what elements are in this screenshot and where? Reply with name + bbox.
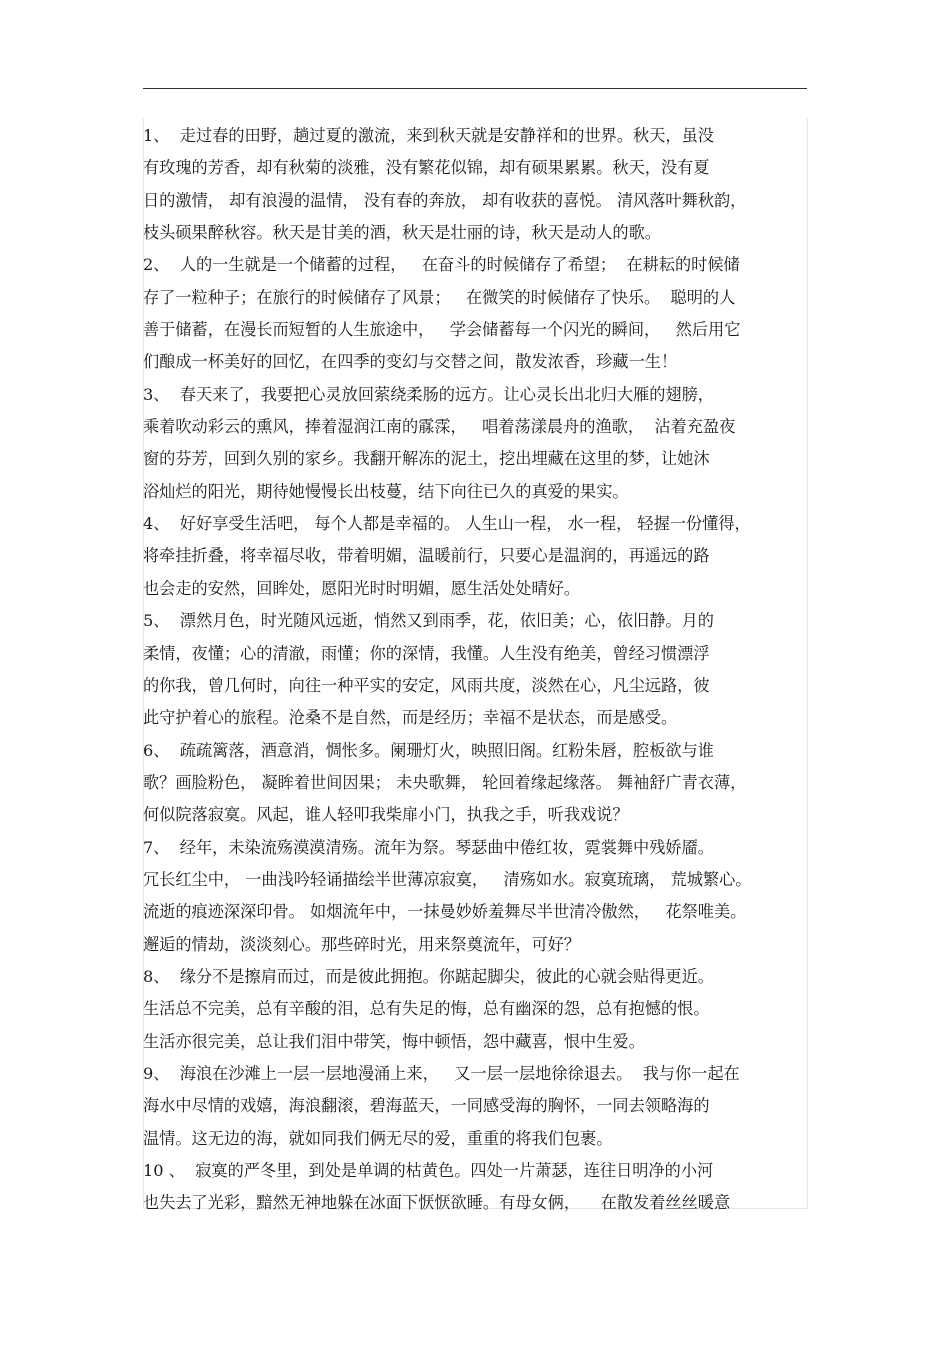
text-line: 5、 漂然月色，时光随风远逝，悄然又到雨季，花，依旧美；心，依旧静。月的: [143, 611, 714, 631]
text-line: 浴灿烂的阳光，期待她慢慢长出枝蔓，结下向往已久的真爱的果实。: [143, 481, 629, 501]
text-line: 善于储蓄，在漫长而短暂的人生旅途中， 学会储蓄每一个闪光的瞬间， 然后用它: [143, 320, 741, 340]
text-line: 窗的芬芳，回到久别的家乡。我翻开解冻的泥土，挖出埋藏在这里的梦，让她沐: [143, 449, 710, 469]
text-line: 4、 好好享受生活吧， 每个人都是幸福的。 人生山一程， 水一程， 轻握一份懂得，: [143, 514, 751, 534]
text-line: 何似院落寂寞。风起，谁人轻叩我柴扉小门，执我之手，听我戏说？: [143, 805, 629, 825]
text-line: 流逝的痕迹深深印骨。 如烟流年中，一抹曼妙娇羞舞尽半世清冷傲然， 花祭唯美。: [143, 902, 747, 922]
text-line: 7、 经年，未染流殇漠漠清殇。流年为祭。琴瑟曲中倦红妆，霓裳舞中残娇靥。: [143, 837, 714, 857]
text-line: 日的激情， 却有浪漫的温情， 没有春的奔放， 却有收获的喜悦。 清风落叶舞秋韵，: [143, 190, 747, 210]
text-line: 2、 人的一生就是一个储蓄的过程， 在奋斗的时候储存了希望； 在耕耘的时候储: [143, 255, 740, 275]
text-line: 8、 缘分不是擦肩而过，而是彼此拥抱。你踮起脚尖，彼此的心就会贴得更近。: [143, 966, 714, 986]
text-line: 9、 海浪在沙滩上一层一层地漫涌上来， 又一层一层地徐徐退去。 我与你一起在: [143, 1063, 740, 1083]
text-line: 枝头硕果醉秋容。秋天是甘美的酒，秋天是壮丽的诗，秋天是动人的歌。: [143, 223, 661, 243]
text-line: 6、 疏疏篱落，酒意消，惆怅多。阑珊灯火，映照旧阁。红粉朱唇，腔板欲与谁: [143, 740, 714, 760]
text-line: 邂逅的情劫，淡淡刻心。那些碎时光，用来祭奠流年，可好？: [143, 934, 581, 954]
text-line: 生活亦很完美，总让我们泪中带笑，悔中顿悟，怨中藏喜，恨中生爱。: [143, 1031, 645, 1051]
text-line: 的你我，曾几何时，向往一种平实的安定，风雨共度，淡然在心，凡尘远路，彼: [143, 675, 710, 695]
text-line: 将牵挂折叠，将幸福尽收，带着明媚，温暖前行，只要心是温润的，再遥远的路: [143, 546, 710, 566]
text-line: 也失去了光彩，黯然无神地躲在冰面下恹恹欲睡。有母女俩， 在散发着丝丝暖意: [143, 1193, 731, 1213]
text-line: 温情。这无边的海，就如同我们俩无尽的爱，重重的将我们包裹。: [143, 1128, 613, 1148]
text-line: 10 、 寂寞的严冬里，到处是单调的枯黄色。四处一片萧瑟，连往日明净的小河: [143, 1161, 714, 1180]
text-line: 存了一粒种子；在旅行的时候储存了风景； 在微笑的时候储存了快乐。 聪明的人: [143, 287, 736, 307]
text-line: 有玫瑰的芳香，却有秋菊的淡雅，没有繁花似锦，却有硕果累累。秋天，没有夏: [143, 158, 710, 178]
text-line: 柔情，夜懂；心的清澈，雨懂；你的深情，我懂。人生没有绝美，曾经习惯漂浮: [143, 643, 710, 663]
header-divider: [143, 88, 807, 89]
text-line: 也会走的安然，回眸处，愿阳光时时明媚，愿生活处处晴好。: [143, 578, 581, 598]
text-line: 3、 春天来了，我要把心灵放回萦绕柔肠的远方。让心灵长出北归大雁的翅膀，: [143, 384, 714, 404]
text-line: 冗长红尘中， 一曲浅吟轻诵描绘半世薄凉寂寞， 清殇如水。寂寞琉璃， 荒城繁心。: [143, 869, 752, 889]
text-line: 歌？画脸粉色， 凝眸着世间因果； 未央歌舞， 轮回着缘起缘落。 舞袖舒广青衣薄，: [143, 772, 747, 792]
text-line: 海水中尽情的戏嬉，海浪翻滚，碧海蓝天，一同感受海的胸怀，一同去领略海的: [143, 1096, 710, 1116]
document-body: [143, 120, 813, 1220]
text-line: 1、 走过春的田野，趟过夏的激流，来到秋天就是安静祥和的世界。秋天，虽没: [143, 126, 714, 145]
text-line: 生活总不完美，总有辛酸的泪，总有失足的悔，总有幽深的怨，总有抱憾的恨。: [143, 999, 710, 1019]
text-line: 们酿成一杯美好的回忆，在四季的变幻与交替之间，散发浓香，珍藏一生！: [143, 352, 678, 372]
text-line: 乘着吹动彩云的熏风，捧着湿润江南的霡霂， 唱着荡漾晨舟的渔歌， 沾着充盈夜: [143, 417, 736, 437]
text-line: 此守护着心的旅程。沧桑不是自然，而是经历；幸福不是状态，而是感受。: [143, 708, 678, 728]
